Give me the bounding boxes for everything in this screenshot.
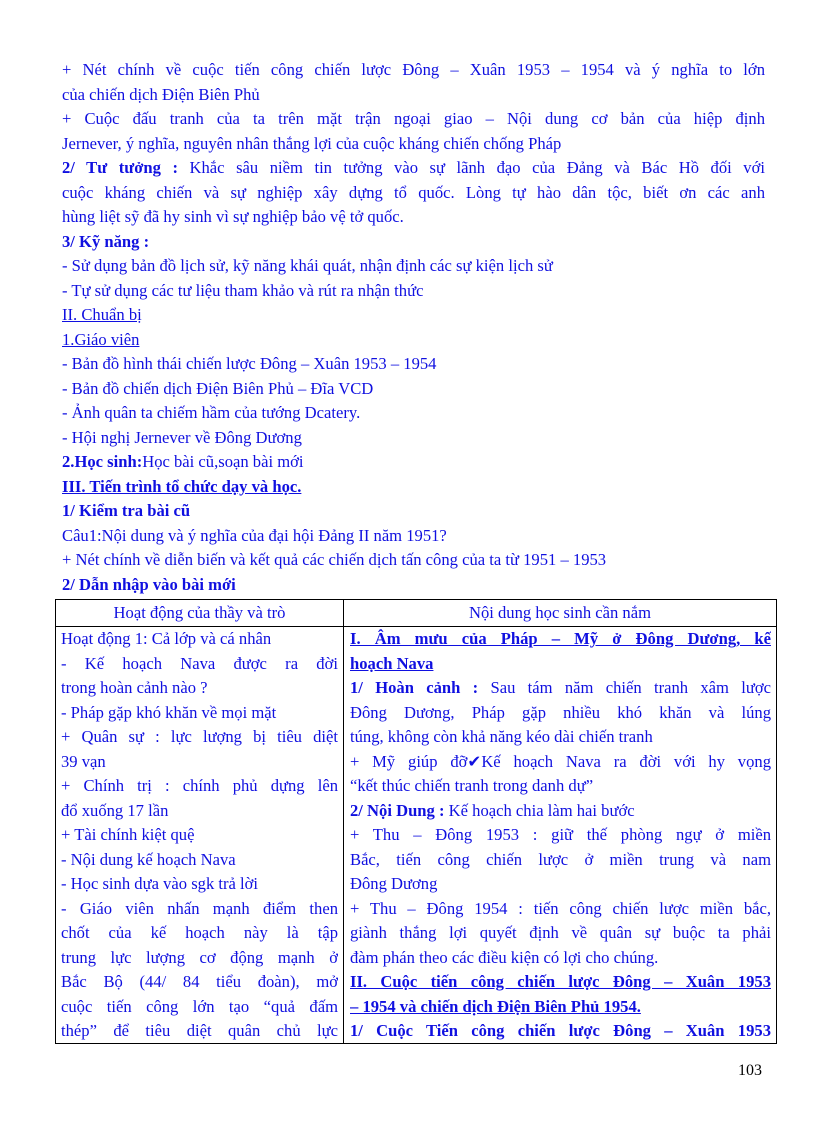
content-line: “kết thúc chiến tranh trong danh dự” [350,776,594,795]
preparation-heading: II. Chuẩn bị [62,305,142,324]
ideology-heading: 2/ Tư tưởng : [62,158,178,177]
activity-line: - Pháp gặp khó khăn về mọi mặt [61,702,277,722]
intro-heading: 2/ Dẫn nhập vào bài mới [62,574,236,594]
activity-line: trung lực lượng cơ động mạnh ở [61,947,338,967]
activity-line: thép” để tiêu diệt quân chủ lực [61,1021,338,1040]
subheading: 1/ Hoàn cảnh : [350,678,479,697]
teacher-heading: 1.Giáo viên [62,329,140,349]
content-line: đàm phán theo các điều kiện có lợi cho chúng. [350,947,659,967]
content-line [350,799,771,824]
activity-line: + Tài chính kiệt quệ [61,825,195,844]
content-line [350,676,771,701]
section-heading: II. Cuộc tiến công chiến lược Đông – Xuân 1953 [350,972,771,991]
content-text: Kế hoạch chia làm hai bước [444,800,635,820]
lesson-table [55,599,777,1044]
teacher-item: - Bản đồ hình thái chiến lược Đông – Xuân 1953 – 1954 [62,354,437,373]
header-teacher-student: Hoạt động của thầy và trò [113,603,286,622]
content-text: Sau tám năm chiến tranh xâm lược [478,678,771,697]
skills-item: - Tự sử dụng các tư liệu tham khảo và rút ra nhận thức [62,280,424,300]
check-heading: 1/ Kiểm tra bài cũ [62,501,191,520]
content-line: Đông Dương [350,874,438,893]
activity-line: + Quân sự : lực lượng bị tiêu diệt [61,727,338,746]
ideology-line [62,156,765,181]
content-line: giành thắng lợi quyết định về quân sự buộc ta phải [350,923,771,942]
ideology-line: hùng liệt sỹ đã hy sinh vì sự nghiệp bảo vệ tở quốc. [62,207,404,226]
objective-line: + Nét chính về cuộc tiến công chiến lược Đông – Xuân 1953 – 1954 và ý nghĩa to lớn [62,60,765,79]
objective-line: Jernever, ý nghĩa, nguyên nhân thắng lợi của cuộc kháng chiến chống Pháp [62,133,562,153]
process-heading: III. Tiến trình tổ chức dạy và học. [62,476,302,496]
content-line: + Thu – Đông 1954 : tiến công chiến lược miền bắc, [350,898,771,918]
teacher-item: - Bản đồ chiến dịch Điện Biên Phủ – Đĩa VCD [62,378,374,398]
skills-item: - Sử dụng bản đồ lịch sử, kỹ năng khái quát, nhận định các sự kiện lịch sử [62,256,553,275]
activities-column [61,627,338,1044]
activity-line: - Nội dung kế hoạch Nava [61,849,236,869]
column-divider [343,600,344,1043]
subheading: 1/ Cuộc Tiến công chiến lược Đông – Xuân 1953 [350,1021,771,1040]
objective-line: + Cuộc đấu tranh của ta trên mặt trận ngoại giao – Nội dung cơ bản của hiệp định [62,109,765,128]
activity-line: trong hoàn cảnh nào ? [61,678,208,697]
activity-line: Hoạt động 1: Cả lớp và cá nhân [61,629,272,648]
header-content: Nội dung học sinh cần nắm [468,603,652,622]
student-text: Học bài cũ,soạn bài mới [142,452,304,471]
section-heading: I. Âm mưu của Pháp – Mỹ ở Đông Dương, kế [350,629,771,648]
content-line: Bắc, tiến công chiến lược ở miền trung và nam [350,849,771,869]
content-line: Đông Dương, Pháp gặp nhiều khó khăn và lúng [350,702,771,722]
teacher-item: - Hội nghị Jernever về Đông Dương [62,427,302,447]
content-line: + Thu – Đông 1953 : giữ thế phòng ngự ở miền [350,825,771,844]
activity-line: + Chính trị : chính phủ dựng lên [61,776,338,795]
activity-line: chốt của kế hoạch này là tập [61,923,338,942]
section-heading: hoạch Nava [350,653,434,673]
content-column [350,627,771,1044]
question-line: + Nét chính về diễn biến và kết quả các chiến dịch tấn công của ta từ 1951 – 1953 [62,550,607,569]
subheading: 2/ Nội Dung : [350,800,445,820]
teacher-item: - Ảnh quân ta chiếm hầm của tướng Dcatery. [62,403,361,422]
activity-line: 39 vạn [61,751,106,771]
lesson-body [62,58,765,597]
student-label: 2.Học sinh: [62,452,143,471]
question-line: Câu1:Nội dung và ý nghĩa của đại hội Đảng II năm 1951? [62,525,447,545]
student-line [62,450,765,475]
activity-line: Bắc Bộ (44/ 84 tiểu đoàn), mở [61,972,338,991]
ideology-text: Khắc sâu niềm tin tưởng vào sự lãnh đạo của Đảng và Bác Hồ đối với [177,158,765,177]
ideology-line: cuộc kháng chiến và sự nghiệp xây dựng tổ quốc. Lòng tự hào dân tộc, biết ơn các anh [62,182,765,202]
content-line: túng, không còn khả năng kéo dài chiến tranh [350,727,653,746]
content-line: + Mỹ giúp đỡ✔Kế hoạch Nava ra đời với hy vọng [350,751,771,771]
activity-line: cuộc tiến công lớn tạo “quả đấm [61,996,338,1016]
activity-line: đổ xuống 17 lần [61,800,169,820]
section-heading: – 1954 và chiến dịch Điện Biên Phủ 1954. [350,996,641,1016]
activity-line: - Kế hoạch Nava được ra đời [61,653,338,673]
activity-line: - Học sinh dựa vào sgk trả lời [61,874,259,893]
activity-line: - Giáo viên nhấn mạnh điểm then [61,898,338,918]
page-number: 103 [738,1062,762,1079]
skills-heading: 3/ Kỹ năng : [62,231,150,251]
objective-line: của chiến dịch Điện Biên Phủ [62,84,260,104]
